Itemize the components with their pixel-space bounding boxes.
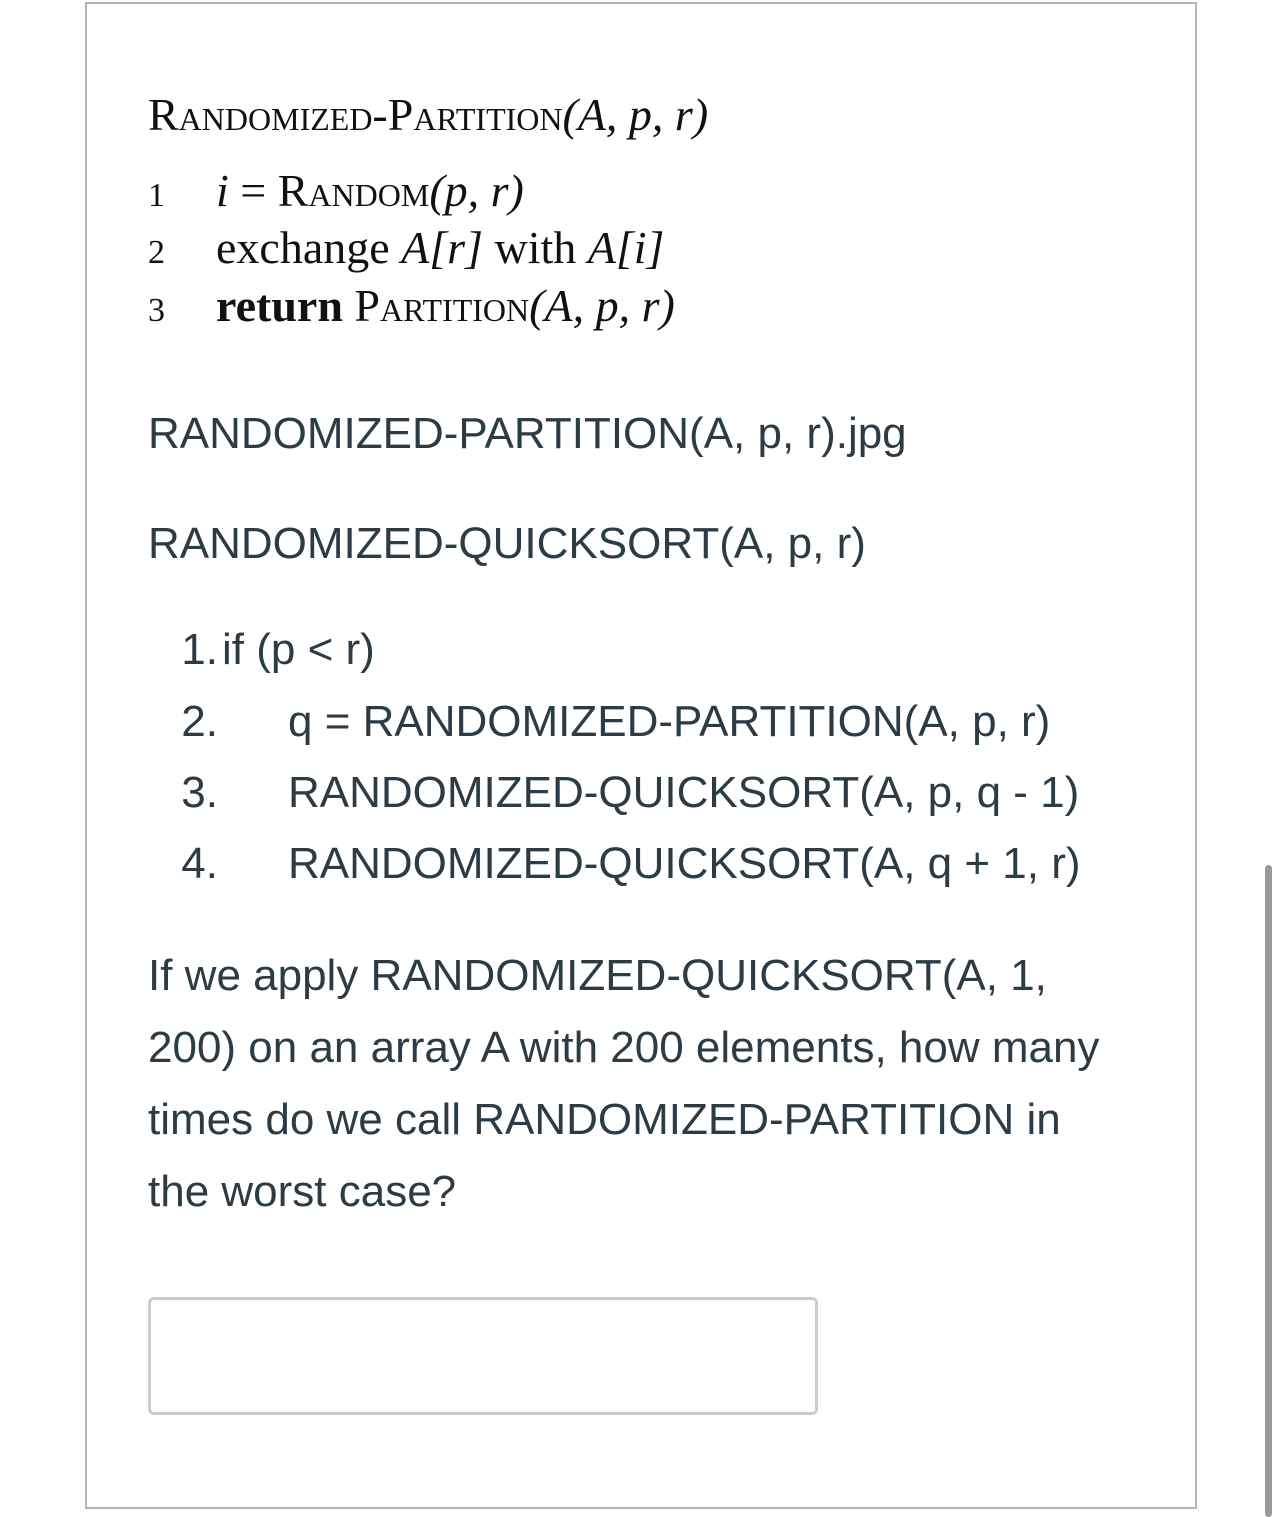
question-text: If we apply RANDOMIZED-QUICKSORT(A, 1, 200) on an array A with 200 elements, how many times do we call RANDOMIZED-PARTITION in the worst case? [148,951,1100,1216]
step-text: if (p < r) [222,625,375,674]
algorithm-func: Partition [342,280,530,331]
answer-input[interactable] [148,1297,818,1415]
algorithm-title-name: Randomized-Partition [148,89,563,140]
algorithm-line-2 [148,223,664,278]
algorithm-keyword: return [216,280,343,331]
algorithm-text: with [482,222,588,273]
scrollbar[interactable] [1265,865,1272,1517]
image-caption: RANDOMIZED-PARTITION(A, p, r).jpg [148,409,907,458]
algorithm-func: Random [277,165,430,216]
step-text: RANDOMIZED-QUICKSORT(A, q + 1, r) [288,839,1081,888]
list-item [148,763,1080,823]
step-number: 3. [181,768,218,817]
algorithm-line-number: 3 [148,292,165,329]
algorithm-var: i [216,165,229,216]
algorithm-args: (A, p, r) [529,280,675,331]
list-item [148,692,1051,752]
algorithm-line-3 [148,281,675,336]
algorithm-figure [148,84,908,344]
algorithm-var: A[r] [401,222,483,273]
list-item [148,620,375,680]
step-number: 4. [181,839,218,888]
step-text: RANDOMIZED-QUICKSORT(A, p, q - 1) [288,768,1080,817]
step-number: 1. [181,625,218,674]
algorithm-line-number: 1 [148,177,165,214]
algorithm-args: (p, r) [429,165,524,216]
algorithm-op: = [228,165,278,216]
algorithm-title-args: (A, p, r) [562,89,709,140]
algorithm-line-number: 2 [148,234,165,271]
step-text: q = RANDOMIZED-PARTITION(A, p, r) [288,697,1051,746]
list-item [148,834,1081,894]
quicksort-heading: RANDOMIZED-QUICKSORT(A, p, r) [148,519,866,568]
algorithm-var: A[i] [587,222,665,273]
step-number: 2. [181,697,218,746]
algorithm-line-1 [148,166,524,221]
algorithm-title [148,90,708,140]
algorithm-text: exchange [216,222,402,273]
